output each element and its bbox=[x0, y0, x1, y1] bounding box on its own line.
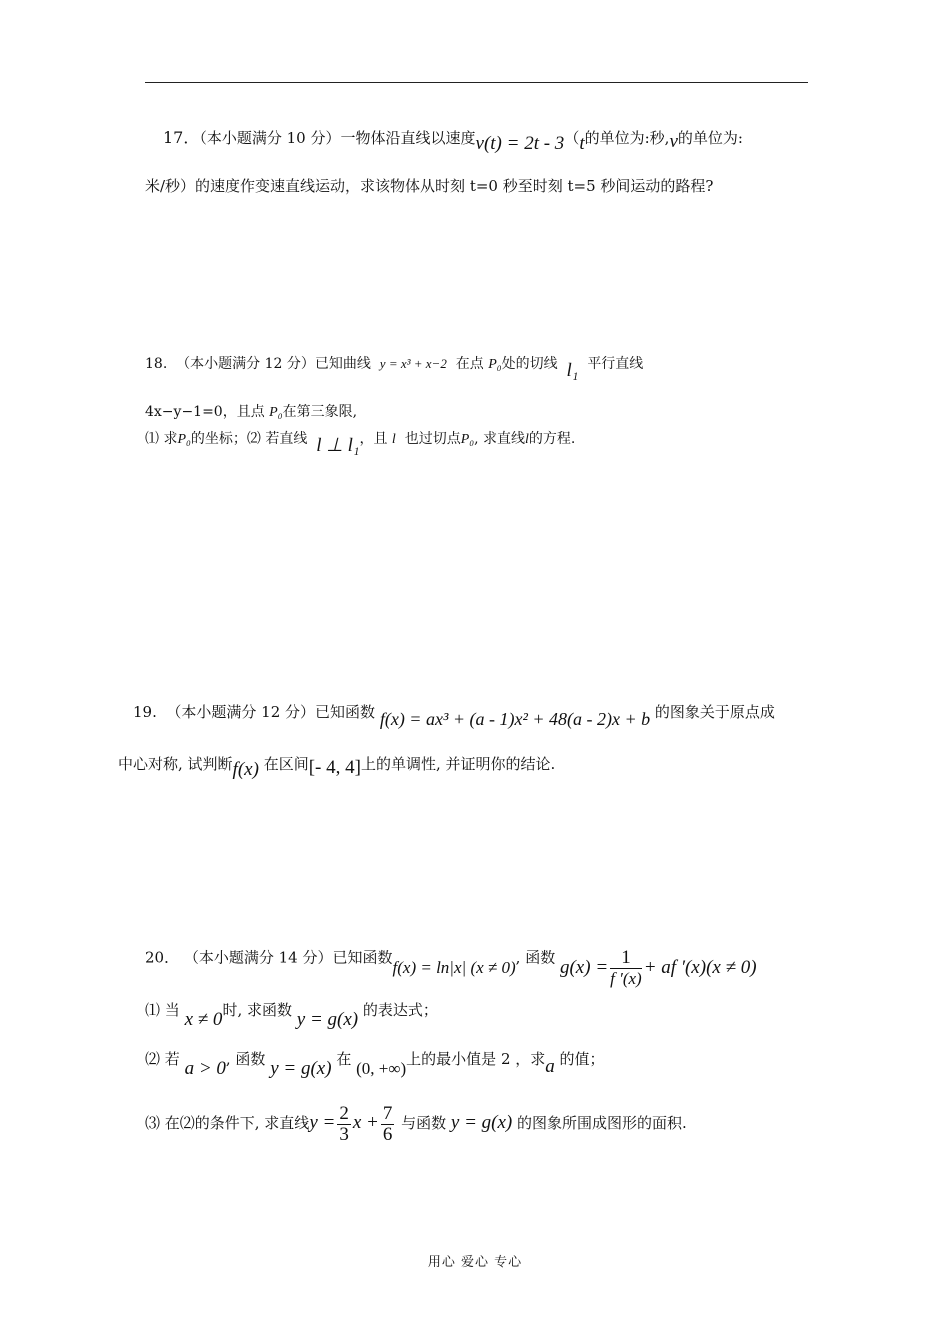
q20-p3-frac2-den: 6 bbox=[382, 1123, 393, 1145]
page-footer: 用心 爱心 专心 bbox=[427, 1255, 523, 1270]
q18-line1 bbox=[145, 353, 644, 381]
q20-part2 bbox=[145, 1049, 605, 1079]
q20-part3 bbox=[145, 1100, 687, 1146]
q18-curve: y = x³ + x−2 bbox=[379, 356, 447, 371]
q20-g-lhs: g(x) = bbox=[559, 956, 609, 978]
q20-p3-frac2-num: 7 bbox=[382, 1102, 393, 1124]
q17-velocity-formula: v(t) = 2t - 3 bbox=[475, 133, 565, 154]
q20-p1-text: ⑴ 当 bbox=[145, 1001, 180, 1019]
q18-score: （本小题满分 12 分） bbox=[176, 356, 315, 372]
q20-p2-text2: , 函数 bbox=[225, 1050, 266, 1068]
q17-paren: （ bbox=[564, 129, 580, 147]
q20-line1 bbox=[145, 938, 757, 988]
q18-part1e: , 求直线 bbox=[474, 431, 526, 447]
q20-p3-x: x + bbox=[352, 1112, 379, 1133]
q19-line2-text: 中心对称, 试判断 bbox=[118, 755, 233, 773]
q20-p2-text: ⑵ 若 bbox=[145, 1050, 180, 1068]
q20-p3-frac1-num: 2 bbox=[339, 1102, 349, 1124]
q18-part1f: 的方程. bbox=[528, 431, 576, 447]
q18-perpendicular: l ⊥ l₁ bbox=[316, 435, 360, 456]
q20-number: 20． bbox=[145, 948, 180, 967]
q20-score: （本小题满分 14 分） bbox=[183, 948, 333, 967]
q17-line1 bbox=[163, 128, 743, 154]
q18-number: 18. bbox=[145, 356, 168, 372]
q20-p3-text: ⑶ 在⑵的条件下, 求直线 bbox=[145, 1114, 310, 1132]
q20-p1-function: y = g(x) bbox=[296, 1009, 359, 1030]
q18-part1: ⑴ 求 bbox=[145, 431, 178, 447]
q20-p2-text5: 的值； bbox=[559, 1050, 605, 1068]
q20-p1-text2: 时, 求函数 bbox=[222, 1001, 292, 1019]
q18-text3: 处的切线 bbox=[501, 356, 558, 372]
q18-text2: 在点 bbox=[455, 356, 484, 372]
q18-p0-2: P₀ bbox=[269, 405, 283, 420]
q20-p3-frac2 bbox=[381, 1104, 395, 1145]
q17-v-var: v bbox=[669, 131, 678, 152]
q20-p2-text4: 上的最小值是 2 ，求 bbox=[406, 1050, 546, 1068]
q20-g-fraction bbox=[610, 948, 642, 989]
q18-l-var-2: l bbox=[525, 432, 529, 447]
q18-l-var: l bbox=[391, 432, 396, 447]
q20-p2-function: y = g(x) bbox=[270, 1058, 332, 1079]
q19-score: （本小题满分 12 分） bbox=[166, 703, 316, 721]
q19-text2: 的图象关于原点成 bbox=[654, 703, 775, 721]
q18-line2-text: 4x−y−1=0，且点 bbox=[145, 404, 265, 420]
q20-text: 已知函数 bbox=[332, 948, 393, 967]
q18-part1d: 也过切点 bbox=[404, 431, 461, 447]
q20-p2-interval: (0, +∞) bbox=[356, 1059, 407, 1078]
q20-p3-frac1 bbox=[337, 1104, 351, 1145]
q18-p0-4: P₀ bbox=[460, 432, 475, 447]
q17-text: 一物体沿直线以速度 bbox=[340, 129, 476, 147]
q20-p2-condition: a > 0 bbox=[184, 1058, 226, 1079]
q19-line2-text3: 上的单调性, 并证明你的结论. bbox=[360, 755, 556, 773]
q19-line2 bbox=[118, 754, 556, 780]
q20-text2: , 函数 bbox=[515, 948, 556, 967]
top-rule bbox=[145, 82, 808, 83]
q18-line2-text2: 在第三象限, bbox=[282, 404, 358, 420]
q19-number: 19. bbox=[133, 703, 157, 721]
q20-p1-text3: 的表达式； bbox=[362, 1001, 438, 1019]
q18-l1: l₁ bbox=[566, 360, 579, 381]
q19-text: 已知函数 bbox=[315, 703, 376, 721]
q18-p0-3: P₀ bbox=[177, 432, 191, 447]
q18-part1b: 的坐标；⑵ 若直线 bbox=[190, 431, 308, 447]
q20-p3-text2: 与函数 bbox=[401, 1114, 447, 1132]
q19-line1 bbox=[133, 701, 775, 729]
q18-line3 bbox=[145, 428, 576, 456]
q20-p3-function: y = g(x) bbox=[450, 1112, 513, 1133]
q17-unit-t: 的单位为:秒, bbox=[584, 129, 670, 147]
q17-unit-v: 的单位为: bbox=[677, 129, 743, 147]
q20-p2-text3: 在 bbox=[336, 1050, 352, 1068]
q20-p2-a-var: a bbox=[545, 1056, 555, 1077]
q18-p0: P₀ bbox=[488, 357, 502, 372]
q18-part1c: ，且 bbox=[359, 431, 388, 447]
q20-p3-text3: 的图象所围成图形的面积. bbox=[517, 1114, 687, 1132]
q17-t-var: t bbox=[579, 133, 585, 154]
q20-g-rest: + af ′(x)(x ≠ 0) bbox=[643, 956, 757, 978]
q19-fx: f(x) bbox=[232, 759, 259, 780]
q19-line2-text2: 在区间 bbox=[263, 755, 309, 773]
q18-text4: 平行直线 bbox=[587, 356, 644, 372]
q20-p1-condition: x ≠ 0 bbox=[184, 1009, 223, 1030]
q17-score: （本小题满分 10 分） bbox=[199, 129, 341, 147]
q17-line2 bbox=[145, 176, 713, 196]
q17-number: 17． bbox=[163, 128, 200, 147]
q20-g-denominator: f ′(x) bbox=[610, 969, 642, 988]
q18-text: 已知曲线 bbox=[314, 356, 371, 372]
q20-g-numerator: 1 bbox=[610, 948, 642, 969]
q19-interval: [- 4, 4] bbox=[308, 757, 361, 778]
q20-f-definition: f(x) = ln|x| (x ≠ 0) bbox=[392, 957, 516, 977]
q20-p3-frac1-den: 3 bbox=[339, 1123, 349, 1145]
q19-function-formula: f(x) = ax³ + (a - 1)x² + 48(a - 2)x + b bbox=[379, 709, 651, 729]
q17-line2-text: 米/秒）的速度作变速直线运动，求该物体从时刻 t=0 秒至时刻 t=5 秒间运动的路程? bbox=[145, 177, 714, 195]
q20-p3-y: y = bbox=[309, 1112, 336, 1133]
q20-part1 bbox=[145, 1000, 438, 1030]
q18-line2 bbox=[145, 402, 357, 423]
